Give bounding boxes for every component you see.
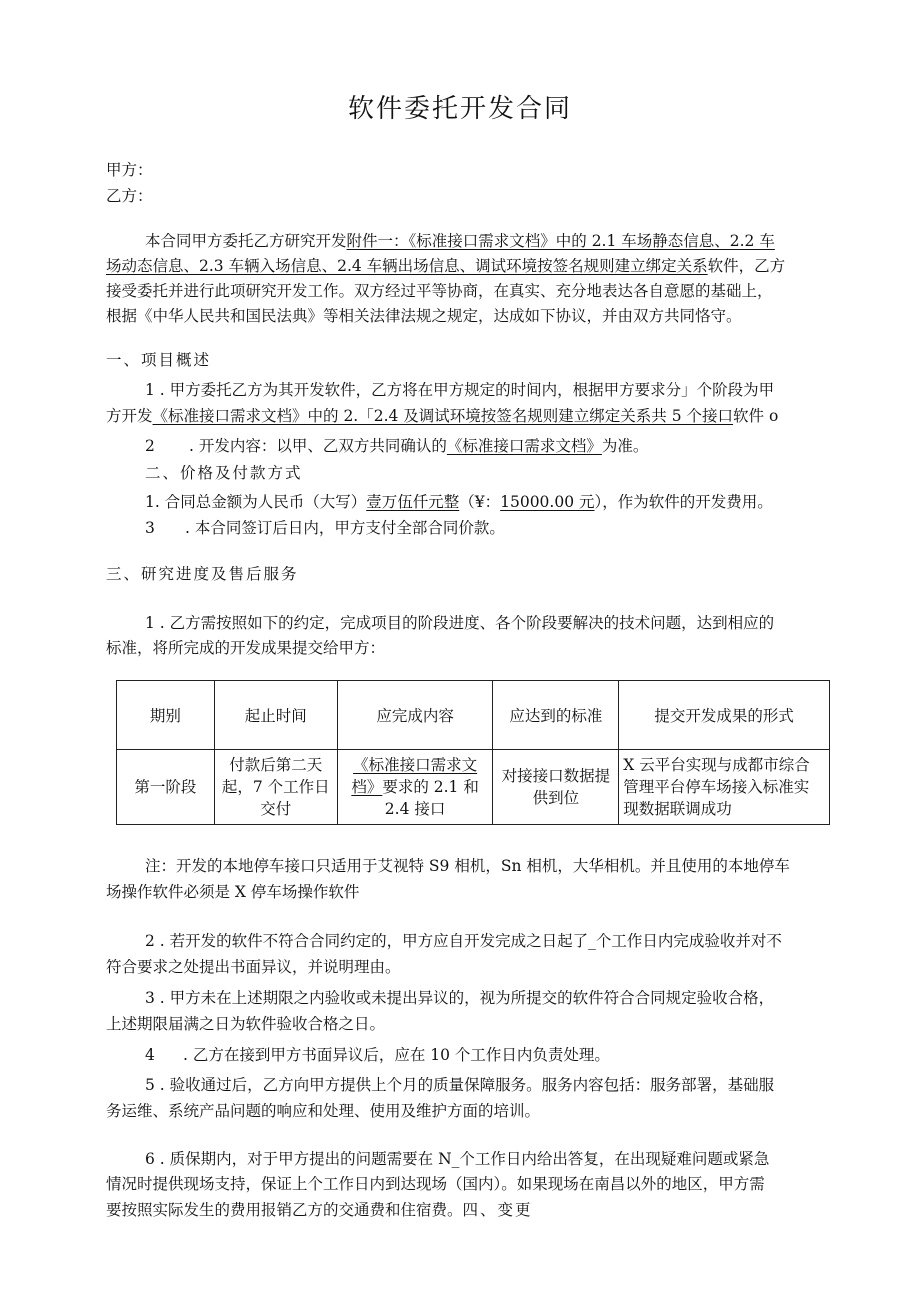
item-5-line-1: 5 . 验收通过后，乙方向甲方提供上个月的质量保障服务。服务内容包括：服务部署，基础服 [145,1076,775,1094]
item-4: 4 . 乙方在接到甲方书面异议后，应在 10 个工作日内负责处理。 [145,1046,610,1064]
header-time: 起止时间 [214,681,337,750]
s3-item-1-line-1: 1 . 乙方需按照如下的约定，完成项目的阶段进度、各个阶段要解决的技术问题，达到相应的 [145,614,775,632]
schedule-table [116,680,830,825]
section-4-heading: 四、变更 [462,1201,533,1219]
section-3-heading: 三、研究进度及售后服务 [106,565,299,583]
s3-item-1-line-2: 标准，将所完成的开发成果提交给甲方： [106,639,386,657]
party-a-label: 甲方： [106,161,153,179]
item-3-line-1: 3 . 甲方未在上述期限之内验收或未提出异议的，视为所提交的软件符合合同规定验收合格， [145,989,775,1007]
intro-line-4: 根据《中华人民共和国民法典》等相关法律法规之规定，达成如下协议，并由双方共同恪守。 [106,307,742,325]
table-row [117,750,830,825]
s1-item-1-line-1: 1 . 甲方委托乙方为其开发软件，乙方将在甲方规定的时间内，根据甲方要求分」个阶段为甲 [145,381,775,399]
item-5-line-2: 务运维、系统产品问题的响应和处理、使用及维护方面的培训。 [106,1102,541,1120]
cell-time: 付款后第二天 起，7 个工作日 交付 [214,750,337,825]
document-title: 软件委托开发合同 [347,94,572,124]
header-period: 期别 [117,681,215,750]
s1-item-1-line-2: 方开发《标准接口需求文档》中的 2.「2.4 及调试环境按签名规则建立绑定关系共 5 个接口软件 o [106,407,779,425]
cell-standard: 对接接口数据提 供到位 [493,750,619,825]
header-form: 提交开发成果的形式 [619,681,830,750]
header-standard: 应达到的标准 [493,681,619,750]
s1-item-2: 2 . 开发内容：以甲、乙双方共同确认的《标准接口需求文档》为准。 [145,437,649,455]
cell-form: X 云平台实现与成都市综合 管理平台停车场接入标准实 现数据联调成功 [619,750,830,825]
section-2-heading: 二、价格及付款方式 [145,464,303,482]
intro-line-3: 接受委托并进行此项研究开发工作。双方经过平等协商，在真实、充分地表达各自意愿的基础上， [106,282,773,300]
intro-line-1: 本合同甲方委托乙方研究开发附件一：《标准接口需求文档》中的 2.1 车场静态信息、2.2 车 [145,232,775,250]
s2-item-3: 3 . 本合同签订后日内，甲方支付全部合同价款。 [145,519,505,537]
intro-line-2: 场动态信息、2.3 车辆入场信息、2.4 车辆出场信息、调试环境按签名规则建立绑定关系软件，乙方 [106,257,786,275]
cell-content: 《标准接口需求文 档》要求的 2.1 和 2.4 接口 [337,750,493,825]
header-content: 应完成内容 [337,681,493,750]
item-6-line-1: 6 . 质保期内，对于甲方提出的问题需要在 N_个工作日内给出答复，在出现疑难问题或紧急 [145,1150,770,1168]
table-header-row [117,681,830,750]
cell-period: 第一阶段 [117,750,215,825]
section-1-heading: 一、项目概述 [106,351,212,369]
s2-item-1: 1. 合同总金额为人民币（大写）壹万伍仟元整（¥：15000.00 元），作为软件的开发费用。 [145,493,773,511]
item-2-line-2: 符合要求之处提出书面异议，并说明理由。 [106,958,401,976]
item-6-line-2: 情况时提供现场支持，保证上个工作日内到达现场（国内）。如果现场在南昌以外的地区，甲方需 [106,1175,765,1193]
note-line-1: 注：开发的本地停车接口只适用于艾视特 S9 相机，Sn 相机，大华相机。并且使用的本地停车 [145,857,790,875]
item-2-line-1: 2 . 若开发的软件不符合合同约定的，甲方应自开发完成之日起了_个工作日内完成验收并对不 [145,932,782,950]
party-b-label: 乙方： [106,187,153,205]
item-6-line-3: 要按照实际发生的费用报销乙方的交通费和住宿费。四、变更 [106,1201,533,1219]
note-line-2: 场操作软件必须是 X 停车场操作软件 [106,883,360,901]
item-3-line-2: 上述期限届满之日为软件验收合格之日。 [106,1015,386,1033]
